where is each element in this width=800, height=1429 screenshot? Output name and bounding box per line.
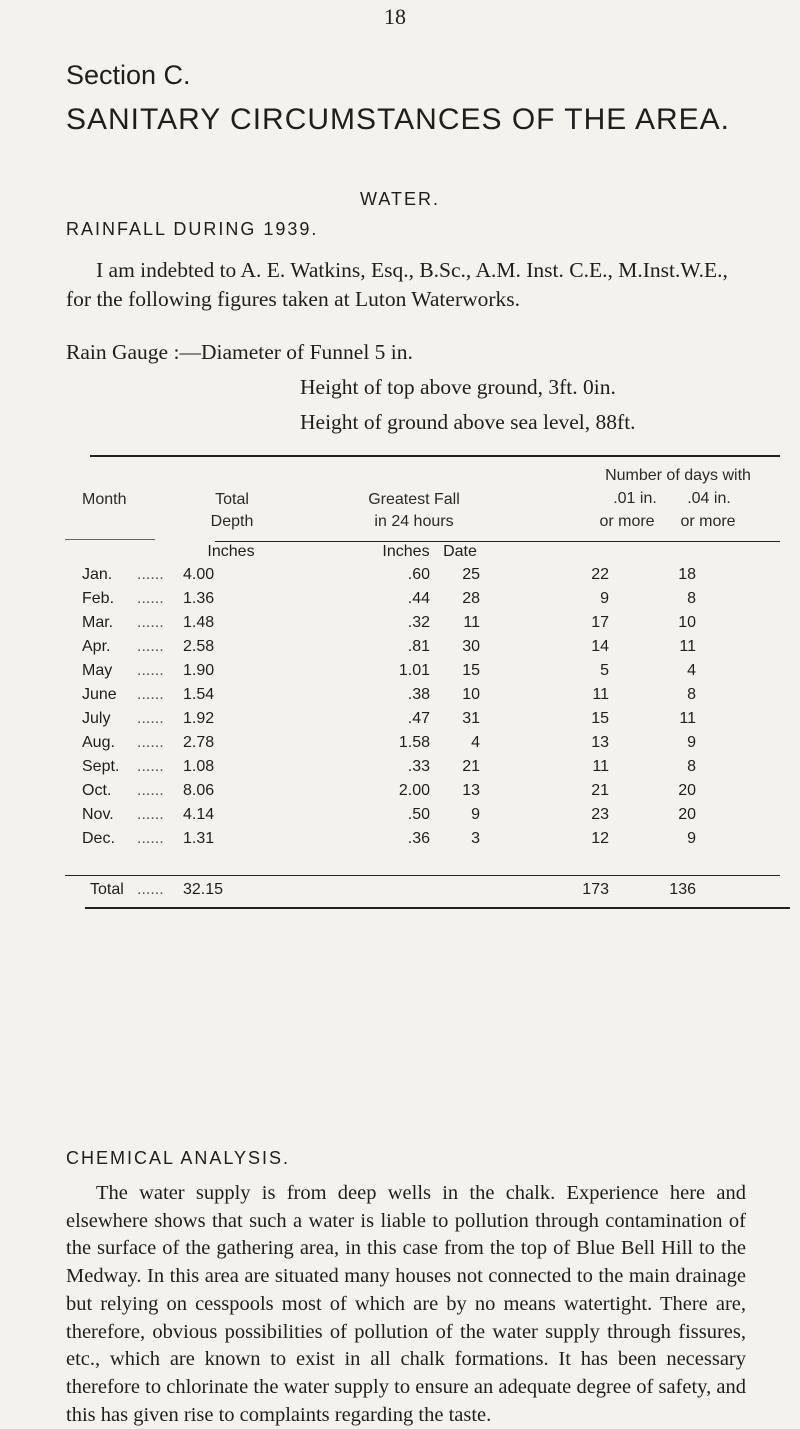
row-days-01: 11 bbox=[592, 758, 609, 775]
total-days-01: 173 bbox=[582, 881, 609, 898]
row-days-01: 12 bbox=[591, 830, 609, 847]
header-or-more-01: or more bbox=[599, 513, 655, 530]
row-days-01: 21 bbox=[591, 782, 609, 799]
unit-date: Date bbox=[443, 543, 477, 560]
row-date: 31 bbox=[462, 710, 480, 727]
row-depth: 2.78 bbox=[183, 734, 215, 751]
row-month: Jan. bbox=[82, 566, 113, 583]
unit-inches-fall: Inches bbox=[382, 543, 430, 560]
row-leader-dots: ...... bbox=[137, 614, 164, 631]
row-greatest-fall: 1.01 bbox=[398, 662, 430, 679]
row-days-01: 13 bbox=[591, 734, 609, 751]
row-leader-dots: ...... bbox=[137, 830, 164, 847]
row-days-04: 9 bbox=[687, 830, 696, 847]
row-days-01: 9 bbox=[600, 590, 609, 607]
row-greatest-fall: .60 bbox=[407, 566, 430, 583]
total-rule bbox=[65, 875, 780, 876]
intro-paragraph: I am indebted to A. E. Watkins, Esq., B.Sc., A.M. Inst. C.E., M.Inst.W.E., for the following figures taken at Luton Waterworks. bbox=[66, 258, 728, 311]
row-days-01: 14 bbox=[591, 638, 609, 655]
row-days-04: 9 bbox=[687, 734, 696, 751]
header-01-in: .01 in. bbox=[613, 490, 657, 507]
header-in-24-hours: in 24 hours bbox=[374, 513, 454, 530]
row-days-01: 17 bbox=[591, 614, 609, 631]
row-days-01: 15 bbox=[591, 710, 609, 727]
header-rule-right bbox=[215, 541, 780, 542]
unit-inches-depth: Inches bbox=[207, 543, 255, 560]
row-depth: 2.58 bbox=[183, 638, 215, 655]
row-month: Sept. bbox=[82, 758, 120, 775]
row-greatest-fall: .50 bbox=[407, 806, 430, 823]
header-rule-left bbox=[65, 539, 155, 540]
row-month: Nov. bbox=[82, 806, 114, 823]
table-bottom-rule bbox=[85, 907, 790, 909]
header-depth: Depth bbox=[210, 513, 254, 530]
row-leader-dots: ...... bbox=[137, 734, 164, 751]
row-days-01: 11 bbox=[592, 686, 609, 703]
header-total: Total bbox=[215, 491, 249, 508]
header-greatest-fall: Greatest Fall bbox=[368, 491, 460, 508]
row-leader-dots: ...... bbox=[137, 686, 164, 703]
row-days-04: 4 bbox=[687, 662, 696, 679]
row-date: 25 bbox=[462, 566, 480, 583]
row-greatest-fall: 1.58 bbox=[398, 734, 430, 751]
row-depth: 1.36 bbox=[183, 590, 215, 607]
rain-gauge-height-top: Height of top above ground, 3ft. 0in. bbox=[300, 375, 616, 399]
row-greatest-fall: .36 bbox=[407, 830, 430, 847]
row-leader-dots: ...... bbox=[137, 806, 164, 823]
row-days-04: 20 bbox=[678, 806, 696, 823]
water-heading: WATER. bbox=[360, 189, 440, 209]
row-leader-dots: ...... bbox=[137, 590, 164, 607]
total-leader: ...... bbox=[137, 881, 164, 898]
row-greatest-fall: .33 bbox=[407, 758, 430, 775]
row-days-04: 8 bbox=[687, 686, 696, 703]
row-greatest-fall: .44 bbox=[407, 590, 430, 607]
row-month: Mar. bbox=[82, 614, 114, 631]
row-date: 3 bbox=[471, 830, 480, 847]
row-month: June bbox=[82, 686, 117, 703]
row-date: 15 bbox=[462, 662, 480, 679]
row-days-04: 11 bbox=[679, 710, 696, 727]
row-leader-dots: ...... bbox=[137, 710, 164, 727]
row-month: Feb. bbox=[82, 590, 115, 607]
row-leader-dots: ...... bbox=[137, 662, 164, 679]
row-days-04: 8 bbox=[687, 590, 696, 607]
row-greatest-fall: .32 bbox=[407, 614, 430, 631]
row-date: 4 bbox=[471, 734, 480, 751]
header-number-days: Number of days with bbox=[605, 467, 751, 484]
page-number: 18 bbox=[384, 4, 406, 29]
row-leader-dots: ...... bbox=[137, 758, 164, 775]
row-days-04: 8 bbox=[687, 758, 696, 775]
row-date: 13 bbox=[462, 782, 480, 799]
row-month: Aug. bbox=[82, 734, 115, 751]
row-date: 21 bbox=[462, 758, 480, 775]
row-days-04: 20 bbox=[678, 782, 696, 799]
header-04-in: .04 in. bbox=[687, 490, 731, 507]
row-date: 11 bbox=[463, 614, 480, 631]
row-days-04: 18 bbox=[678, 566, 696, 583]
row-greatest-fall: .38 bbox=[407, 686, 430, 703]
row-greatest-fall: .81 bbox=[407, 638, 430, 655]
rainfall-heading: RAINFALL DURING 1939. bbox=[66, 219, 319, 239]
row-greatest-fall: .47 bbox=[407, 710, 430, 727]
table-top-rule bbox=[90, 455, 780, 457]
row-month: Oct. bbox=[82, 782, 112, 799]
chemical-analysis-heading: CHEMICAL ANALYSIS. bbox=[66, 1148, 291, 1168]
row-days-01: 5 bbox=[600, 662, 609, 679]
header-or-more-04: or more bbox=[680, 513, 736, 530]
row-date: 10 bbox=[462, 686, 480, 703]
chemical-paragraph: The water supply is from deep wells in the chalk. Experience here and elsewhere shows that such a water is liable to pollution through contamination of the surface of the gathering area, in this case from the top of Blue Bell Hill to the Medway. In this area are situated many houses not connected to the main drainage but relying on cesspools most of which are by no means watertight. There are, therefore, obvious possibilities of pollution of the water supply through fissures, etc., which are known to exist in all chalk formations. It has been necessary therefore to chlorinate the water supply to ensure an adequate degree of safety, and this has given rise to complaints regarding the taste. bbox=[66, 1182, 746, 1426]
row-month: Dec. bbox=[82, 830, 115, 847]
total-depth: 32.15 bbox=[183, 881, 224, 898]
row-days-04: 10 bbox=[678, 614, 696, 631]
row-month: May bbox=[82, 662, 113, 679]
total-label: Total bbox=[90, 881, 124, 898]
row-date: 28 bbox=[462, 590, 480, 607]
row-depth: 4.14 bbox=[183, 806, 215, 823]
row-greatest-fall: 2.00 bbox=[398, 782, 430, 799]
row-depth: 1.31 bbox=[183, 830, 215, 847]
row-depth: 1.92 bbox=[183, 710, 215, 727]
row-date: 30 bbox=[462, 638, 480, 655]
row-month: July bbox=[82, 710, 111, 727]
row-depth: 1.54 bbox=[183, 686, 215, 703]
row-depth: 4.00 bbox=[183, 566, 215, 583]
row-date: 9 bbox=[471, 806, 480, 823]
row-month: Apr. bbox=[82, 638, 111, 655]
section-title: SANITARY CIRCUMSTANCES OF THE AREA. bbox=[66, 103, 731, 136]
row-days-04: 11 bbox=[679, 638, 696, 655]
header-month: Month bbox=[82, 491, 127, 508]
row-leader-dots: ...... bbox=[137, 638, 164, 655]
row-depth: 1.48 bbox=[183, 614, 215, 631]
row-days-01: 22 bbox=[591, 566, 609, 583]
row-depth: 1.08 bbox=[183, 758, 215, 775]
row-leader-dots: ...... bbox=[137, 782, 164, 799]
rain-gauge-line: Rain Gauge :—Diameter of Funnel 5 in. bbox=[66, 340, 413, 364]
row-leader-dots: ...... bbox=[137, 566, 164, 583]
section-label: Section C. bbox=[66, 60, 191, 90]
total-days-04: 136 bbox=[669, 881, 696, 898]
row-depth: 8.06 bbox=[183, 782, 215, 799]
rain-gauge-sea-level: Height of ground above sea level, 88ft. bbox=[300, 410, 636, 434]
row-days-01: 23 bbox=[591, 806, 609, 823]
row-depth: 1.90 bbox=[183, 662, 215, 679]
